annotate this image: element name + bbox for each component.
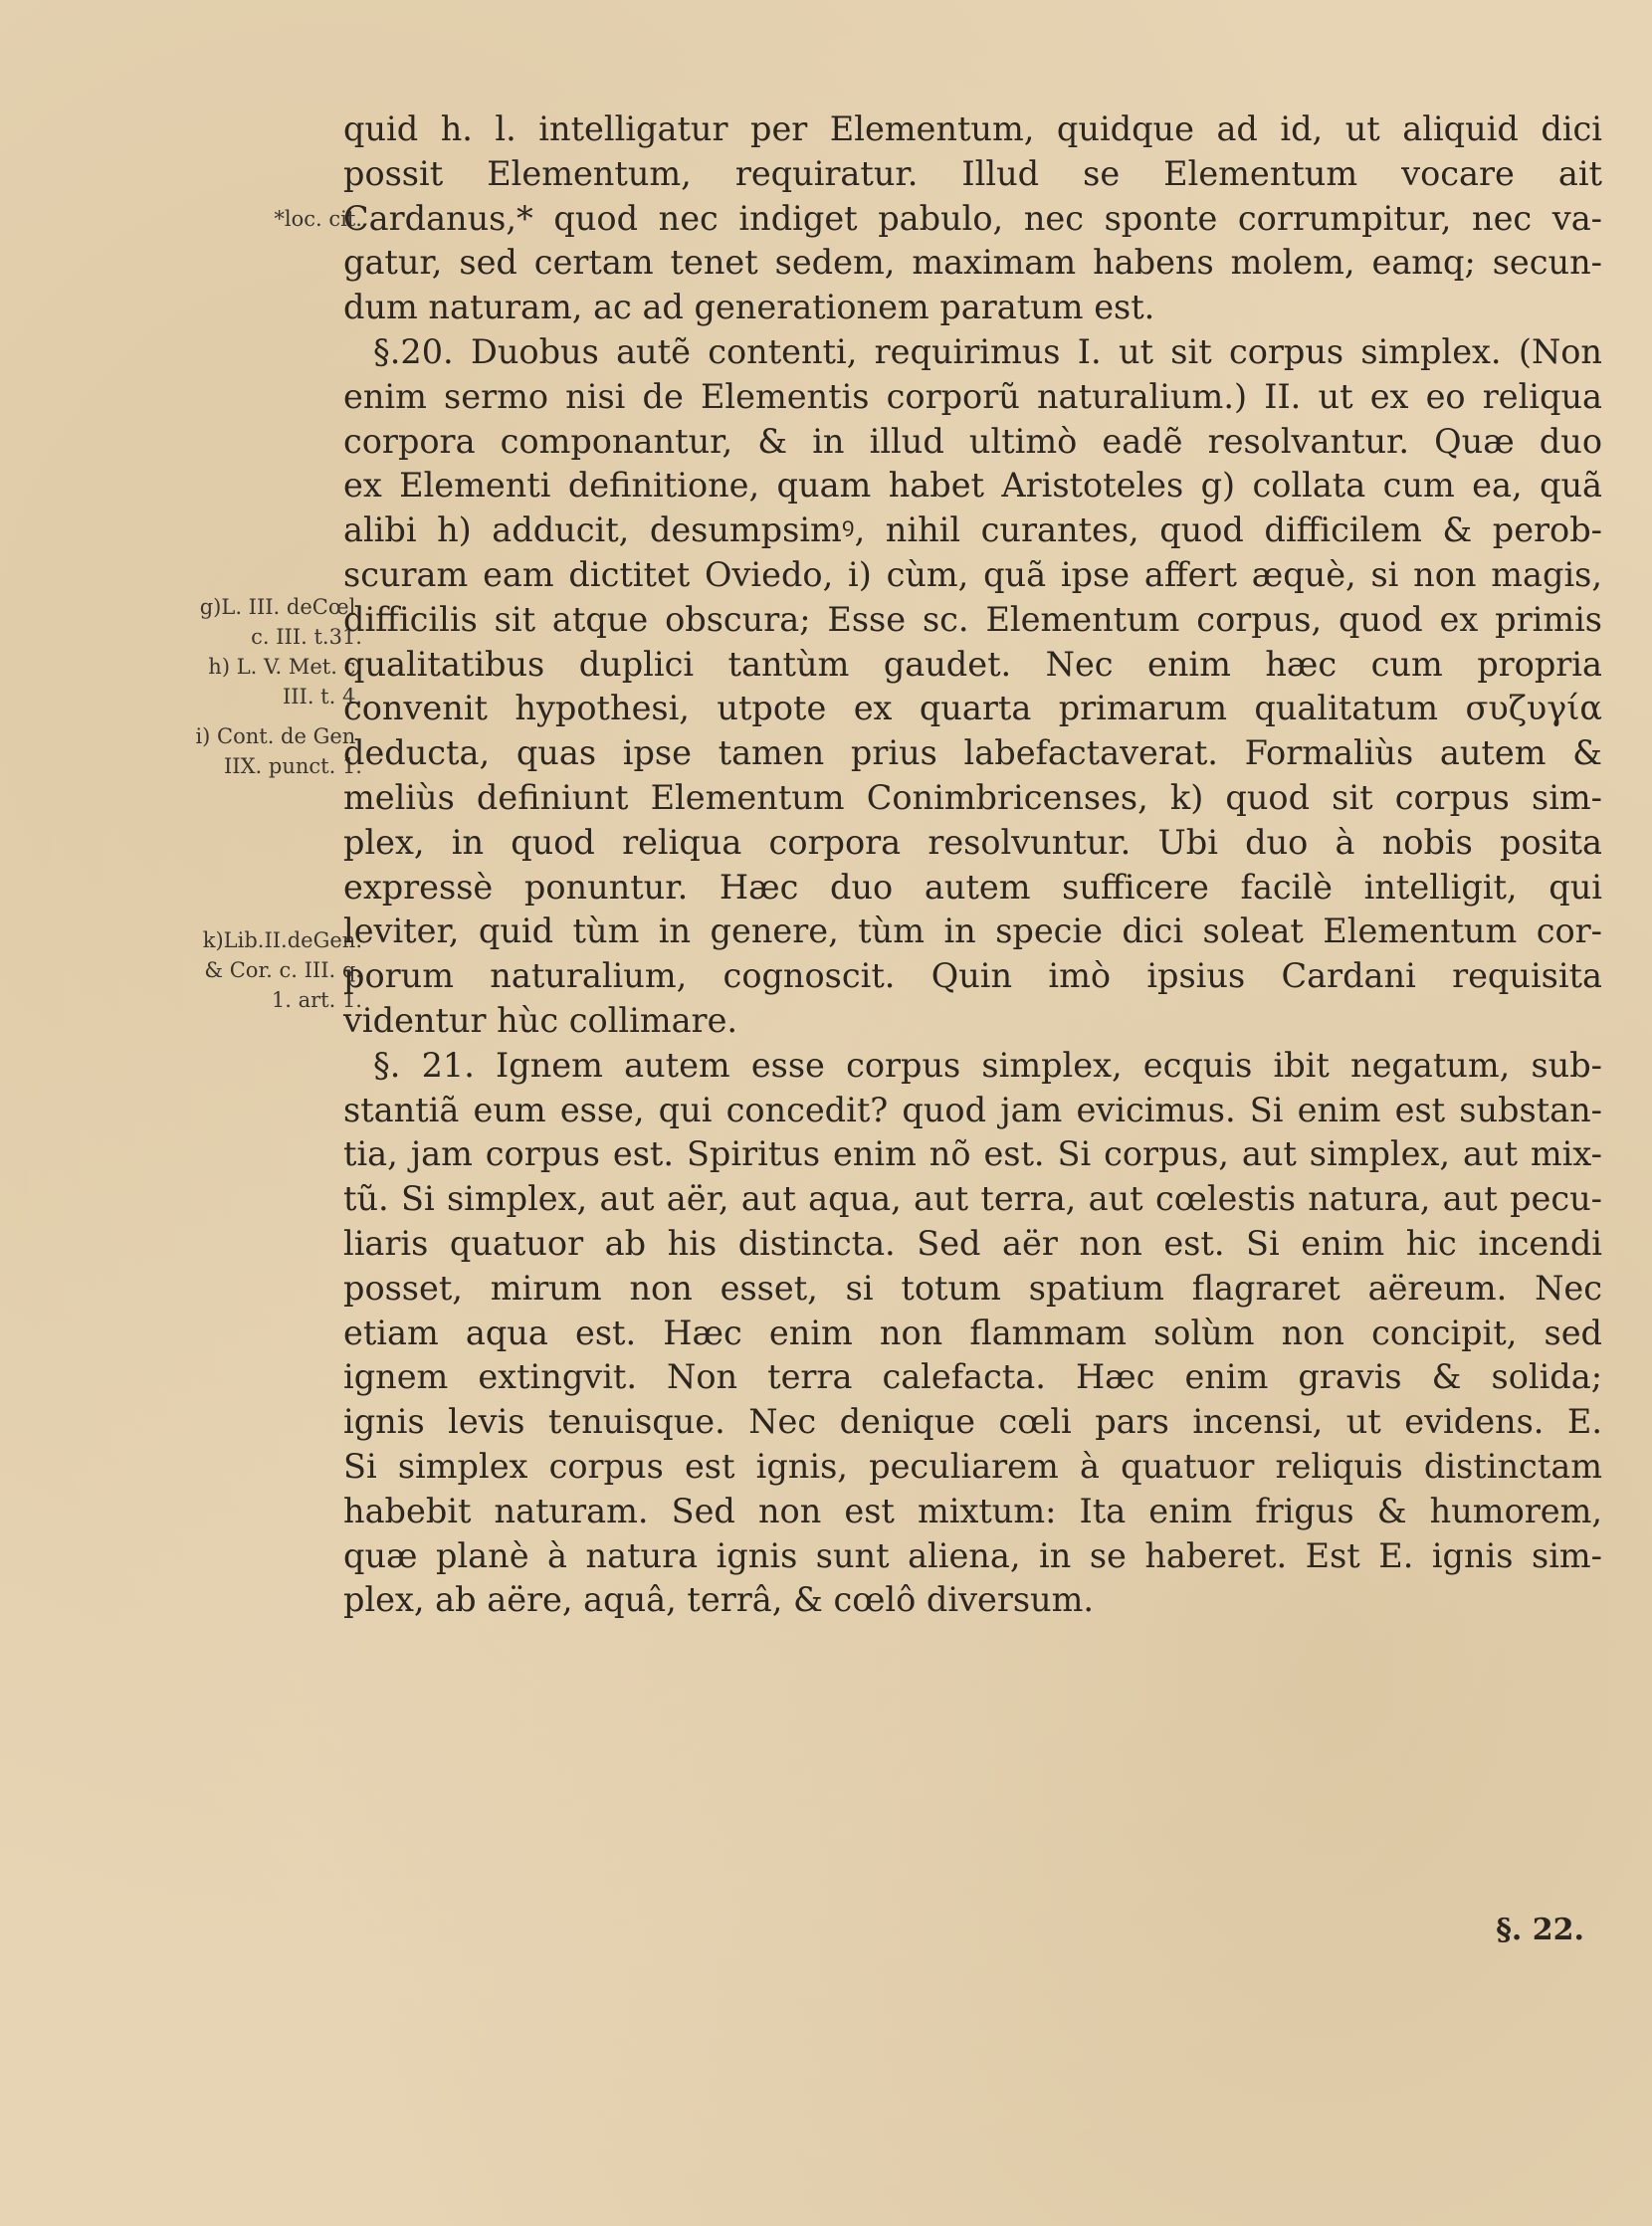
margin-note-k bbox=[127, 925, 362, 1015]
margin-note-line: i) Cont. de Gen. bbox=[195, 724, 362, 748]
body-text bbox=[343, 107, 1602, 1623]
text-line: tũ. Si simplex, aut aër, aut aqua, aut terra, aut cœlestis natura, aut pecu- bbox=[343, 1179, 1602, 1219]
margin-note-line: g)L. III. deCœl. bbox=[199, 595, 362, 619]
margin-note-line: III. t. 4. bbox=[282, 685, 362, 708]
text-line: meliùs definiunt Elementum Conimbricenses, k) quod sit corpus sim- bbox=[343, 777, 1602, 817]
margin-note-h bbox=[127, 652, 362, 711]
text-line: gatur, sed certam tenet sedem, maximam habens molem, eamq; secun- bbox=[343, 243, 1602, 283]
text-line: liaris quatuor ab his distincta. Sed aër non est. Si enim hic incendi bbox=[343, 1223, 1602, 1263]
text-line: dum naturam, ac ad generationem paratum est. bbox=[343, 288, 1155, 327]
text-line: tia, jam corpus est. Spiritus enim nõ est. Si corpus, aut simplex, aut mix- bbox=[343, 1134, 1602, 1174]
text-line: ex Elementi definitione, quam habet Aristoteles g) collata cum ea, quã bbox=[343, 466, 1602, 506]
margin-note-g bbox=[127, 592, 362, 652]
text-line: convenit hypothesi, utpote ex quarta primarum qualitatum συζυγία bbox=[343, 689, 1602, 728]
margin-note-line: c. III. t.31. bbox=[251, 625, 362, 649]
text-line: difficilis sit atque obscura; Esse sc. Elementum corpus, quod ex primis bbox=[343, 599, 1602, 639]
margin-note-line: IIX. punct. 1. bbox=[224, 754, 362, 778]
text-line: plex, ab aëre, aquâ, terrâ, & cœlô diversum. bbox=[343, 1580, 1095, 1620]
text-line: videntur hùc collimare. bbox=[343, 1000, 738, 1040]
margin-note-line: k)Lib.II.deGen. bbox=[202, 928, 362, 952]
margin-note-line: & Cor. c. III. q. bbox=[204, 958, 362, 982]
margin-note-line: h) L. V. Met. c. bbox=[208, 655, 362, 679]
text-line: habebit naturam. Sed non est mixtum: Ita enim frigus & humorem, bbox=[343, 1491, 1602, 1530]
text-line: leviter, quid tùm in genere, tùm in specie dici soleat Elementum cor- bbox=[343, 911, 1602, 951]
catchword: §. 22. bbox=[1496, 1913, 1584, 1947]
text-line: Cardanus,* quod nec indiget pabulo, nec sponte corrumpitur, nec va- bbox=[343, 198, 1602, 238]
text-line: expressè ponuntur. Hæc duo autem sufficere facilè intelligit, qui bbox=[343, 867, 1602, 907]
text-line: quæ planè à natura ignis sunt aliena, in se haberet. Est E. ignis sim- bbox=[343, 1535, 1602, 1575]
text-line: posset, mirum non esset, si totum spatium flagraret aëreum. Nec bbox=[343, 1268, 1602, 1308]
paragraph-20-start: §.20. Duobus autẽ contenti, requirimus I. ut sit corpus simplex. (Non bbox=[373, 331, 1602, 371]
text-line: scuram eam dictitet Oviedo, i) cùm, quã ipse affert æquè, si non magis, bbox=[343, 554, 1602, 594]
text-line: plex, in quod reliqua corpora resolvuntur. Ubi duo à nobis posita bbox=[343, 822, 1602, 862]
text-line: qualitatibus duplici tantùm gaudet. Nec enim hæc cum propria bbox=[343, 644, 1602, 684]
text-line: stantiã eum esse, qui concedit? quod jam evicimus. Si enim est substan- bbox=[343, 1090, 1602, 1129]
text-line: alibi h) adducit, desumpsimꝰ, nihil curantes, quod difficilem & perob- bbox=[343, 510, 1602, 550]
margin-note-line: 1. art. 1. bbox=[271, 988, 362, 1012]
text-line: deducta, quas ipse tamen prius labefactaverat. Formaliùs autem & bbox=[343, 733, 1602, 773]
text-line: ignis levis tenuisque. Nec denique cœli pars incensi, ut evidens. E. bbox=[343, 1402, 1602, 1442]
text-line: possit Elementum, requiratur. Illud se Elementum vocare ait bbox=[343, 153, 1602, 193]
text-line: ignem extingvit. Non terra calefacta. Hæc enim gravis & solida; bbox=[343, 1357, 1602, 1397]
text-line: etiam aqua est. Hæc enim non flammam solùm non concipit, sed bbox=[343, 1313, 1602, 1352]
text-line: enim sermo nisi de Elementis corporũ naturalium.) II. ut ex eo reliqua bbox=[343, 376, 1602, 416]
text-line: porum naturalium, cognoscit. Quin imò ipsius Cardani requisita bbox=[343, 956, 1602, 996]
paragraph-21-start: §. 21. Ignem autem esse corpus simplex, ecquis ibit negatum, sub- bbox=[373, 1045, 1602, 1085]
margin-note-i bbox=[127, 721, 362, 781]
margin-note-loc-cit bbox=[127, 204, 362, 234]
margin-note-line: *loc. cit. bbox=[274, 207, 362, 231]
text-line: corpora componantur, & in illud ultimò eadẽ resolvantur. Quæ duo bbox=[343, 421, 1602, 461]
text-line: Si simplex corpus est ignis, peculiarem à quatuor reliquis distinctam bbox=[343, 1446, 1602, 1486]
text-line: quid h. l. intelligatur per Elementum, quidque ad id, ut aliquid dici bbox=[343, 109, 1602, 148]
